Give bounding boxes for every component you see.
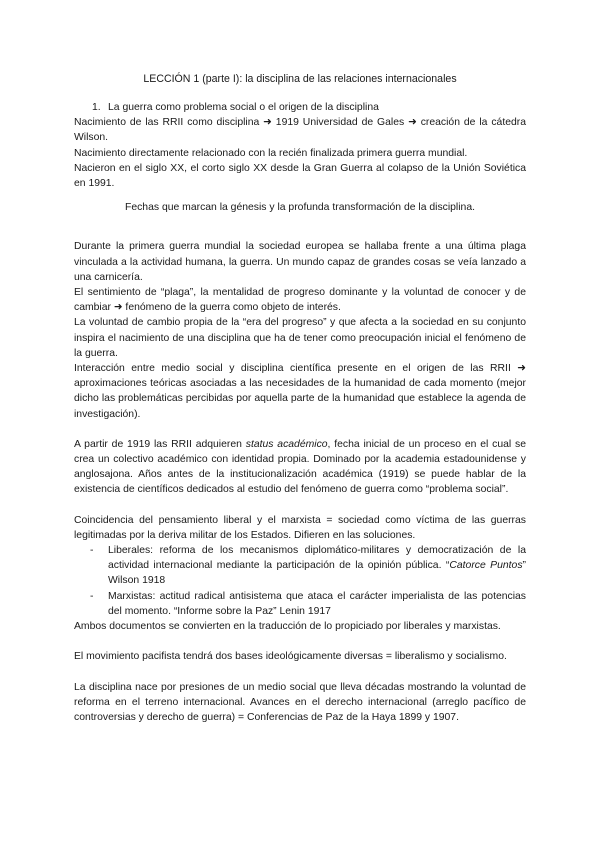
bullet-list: [74, 543, 526, 619]
subheading: Fechas que marcan la génesis y la profunda transformación de la disciplina.: [124, 202, 475, 214]
text-run: , fecha inicial de un proceso en el cual se crea un colectivo académico con identidad propia. Dominado por la academia estadounidense y anglosajona. Años antes de la institucionalización académica (1919) se puede hablar de la existencia de científicos dedicados al estudio del fenómeno de guerra como “problema social”.: [74, 438, 526, 496]
document-body: [74, 100, 526, 725]
page-title: LECCIÓN 1 (parte I): la disciplina de las relaciones internacionales: [143, 73, 457, 85]
text-run: Liberales: reforma de los mecanismos diplomático-militares y democratización de la actividad internacional mediante la participación de la opinión pública. “: [108, 545, 526, 572]
paragraph: [74, 437, 526, 498]
list-item: [74, 543, 526, 589]
section-heading: [74, 100, 526, 115]
paragraph: Durante la primera guerra mundial la sociedad europea se hallaba frente a una última plaga vinculada a la actividad humana, la guerra. Un mundo capaz de grandes cosas se veía lanzado a una carnicería.: [74, 241, 526, 283]
italic-term: status académico: [245, 438, 328, 450]
section-heading-text: La guerra como problema social o el origen de la disciplina: [108, 102, 379, 113]
bullet-dash: -: [90, 590, 94, 602]
bullet-dash: -: [90, 545, 94, 557]
paragraph: El sentimiento de “plaga”, la mentalidad de progreso dominante y la voluntad de conocer y de cambiar ➜ fenómeno de la guerra como objeto de interés.: [74, 287, 526, 314]
paragraph: Nacimiento de las RRII como disciplina ➜ 1919 Universidad de Gales ➜ creación de la cátedra Wilson.: [74, 117, 526, 144]
italic-term: Catorce Puntos: [449, 560, 523, 572]
text-run: Marxistas: actitud radical antisistema que ataca el carácter imperialista de las potencias del momento. “Informe sobre la Paz” Lenin 1917: [108, 590, 526, 617]
section-number: 1.: [92, 102, 101, 113]
paragraph: El movimiento pacifista tendrá dos bases ideológicamente diversas = liberalismo y socialismo.: [74, 651, 507, 663]
paragraph: Ambos documentos se convierten en la traducción de lo propiciado por liberales y marxistas.: [74, 621, 501, 633]
text-run: A partir de 1919 las RRII adquieren: [74, 438, 246, 450]
paragraph: Nacieron en el siglo XX, el corto siglo XX desde la Gran Guerra al colapso de la Unión Soviética en 1991.: [74, 162, 526, 190]
paragraph: Interacción entre medio social y disciplina científica presente en el origen de las RRII ➜ aproximaciones teóricas asociadas a las necesidades de la humanidad de cada momento (mejor dicho las problemáticas percibidas por aquella parte de la humanidad que establece la agenda de investigación).: [74, 363, 526, 420]
paragraph: Nacimiento directamente relacionado con la recién finalizada primera guerra mundial.: [74, 147, 468, 159]
text-run: ” Wilson 1918: [108, 560, 527, 587]
paragraph: Coincidencia del pensamiento liberal y el marxista = sociedad como víctima de las guerras legitimadas por la deriva militar de los Estados. Difieren en las soluciones.: [74, 514, 526, 541]
list-item: [74, 589, 526, 619]
paragraph: La voluntad de cambio propia de la “era del progreso” y que afecta a la sociedad en su conjunto inspira el nacimiento de una disciplina que ha de tener como preocupación inicial el fenómeno de la guerra.: [74, 317, 526, 359]
paragraph: La disciplina nace por presiones de un medio social que lleva décadas mostrando la voluntad de reforma en el terreno internacional. Avances en el derecho internacional (arreglo pacífico de controversias y derecho de guerra) = Conferencias de Paz de la Haya 1899 y 1907.: [74, 681, 526, 723]
